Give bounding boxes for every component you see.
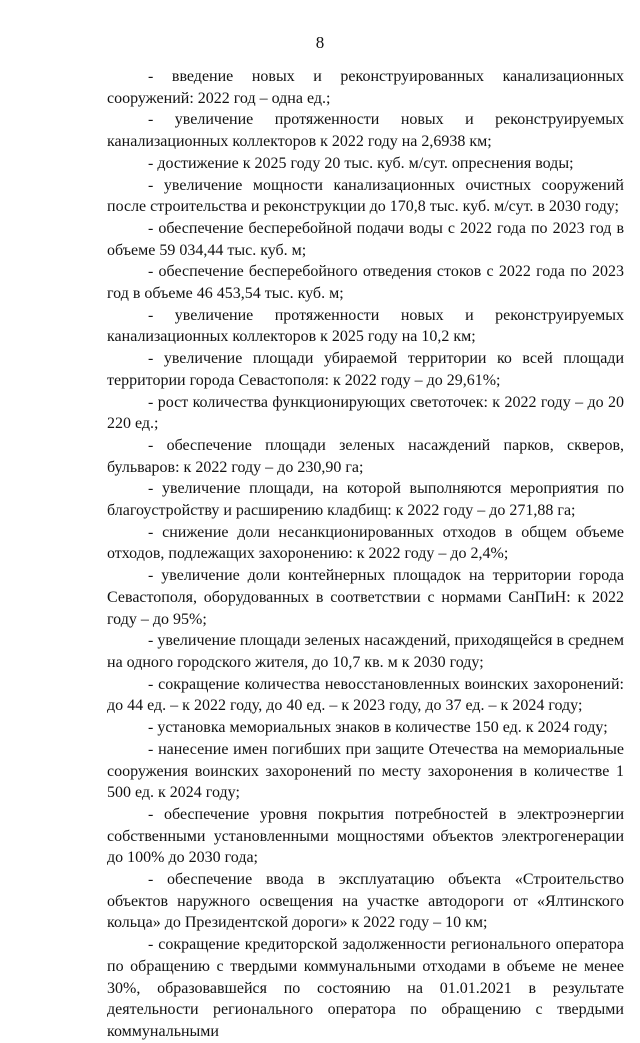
list-item: - увеличение площади убираемой территории ко всей площади территории города Севастополя: к 2022 году – до 29,61%; [107,350,624,389]
list-item: - обеспечение ввода в эксплуатацию объекта «Строительство объектов наружного освещения на участке автодороги от «Ялтинского кольца» до Президентской дороги» к 2022 году – 10 км; [107,871,624,932]
document-body [107,66,624,1043]
list-item: - введение новых и реконструированных канализационных сооружений: 2022 год – одна ед.; [107,68,624,107]
list-item: - снижение доли несанкционированных отходов в общем объеме отходов, подлежащих захоронению: к 2022 году – до 2,4%; [107,523,624,563]
list-item: - нанесение имен погибших при защите Отечества на мемориальные сооружения воинских захоронений по месту захоронения в количестве 1 500 ед. к 2024 году; [107,740,624,802]
list-item: - обеспечение уровня покрытия потребностей в электроэнергии собственными установленными мощностями объектов электрогенерации до 100% до 2030 года; [107,805,624,867]
list-item: - увеличение площади, на которой выполняются мероприятия по благоустройству и расширению кладбищ: к 2022 году – до 271,88 га; [107,480,624,520]
list-item: - сокращение количества невосстановленных воинских захоронений: до 44 ед. – к 2022 году, до 40 ед. – к 2023 году, до 37 ед. – к 2024 году; [107,675,624,715]
list-item: - обеспечение бесперебойной подачи воды с 2022 года по 2023 год в объеме 59 034,44 тыс. куб. м; [107,219,624,259]
list-item: - увеличение протяженности новых и реконструируемых канализационных коллекторов к 2022 году на 2,6938 км; [107,111,624,151]
list-item: - увеличение площади зеленых насаждений, приходящейся в среднем на одного городского жителя, до 10,7 кв. м к 2030 году; [107,632,624,671]
list-item: - достижение к 2025 году 20 тыс. куб. м/сут. опреснения воды; [148,154,574,172]
list-item: - рост количества функционирующих светоточек: к 2022 году – до 20 220 ед.; [107,393,624,433]
list-item: - увеличение мощности канализационных очистных сооружений после строительства и реконструкции до 170,8 тыс. куб. м/сут. в 2030 году; [107,176,624,216]
list-item: - установка мемориальных знаков в количестве 150 ед. к 2024 году; [148,719,608,737]
list-item: - обеспечение бесперебойного отведения стоков с 2022 года по 2023 год в объеме 46 453,54 тыс. куб. м; [107,263,624,303]
list-item: - обеспечение площади зеленых насаждений парков, скверов, бульваров: к 2022 году – до 230,90 га; [107,436,624,476]
page-number: 8 [315,33,325,52]
list-item: - сокращение кредиторской задолженности регионального оператора по обращению с твердыми коммунальными отходами в объеме не менее 30%, образовавшейся по состоянию на 01.01.2021 в результате деятельности регионального оператора по обращению с твердыми коммунальными [107,936,624,1040]
list-item: - увеличение протяженности новых и реконструируемых канализационных коллекторов к 2025 году на 10,2 км; [107,306,624,346]
list-item: - увеличение доли контейнерных площадок на территории города Севастополя, оборудованных в соответствии с нормами СанПиН: к 2022 году – до 95%; [107,567,624,628]
